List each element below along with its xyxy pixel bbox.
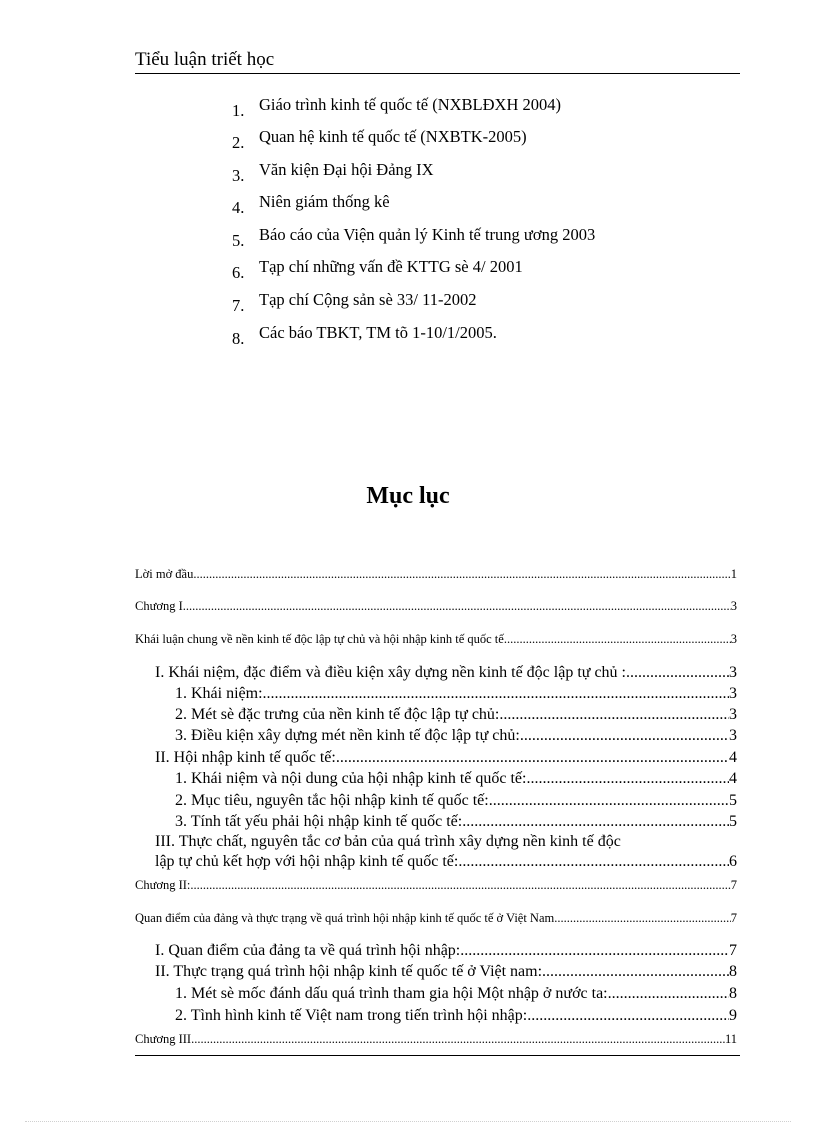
reference-text: Tạp chí Cộng sản sè 33/ 11-2002: [259, 290, 477, 309]
toc-entry[interactable]: [175, 684, 737, 703]
toc-entry-text: 1. Khái niệm:: [175, 685, 263, 702]
reference-text: Niên giám thống kê: [259, 192, 390, 211]
toc-dot-leader: [499, 705, 729, 724]
toc-entry[interactable]: [175, 984, 737, 1003]
toc-entry[interactable]: [135, 910, 737, 926]
toc-page-number: 4: [729, 770, 737, 787]
toc-entry-text: 3. Điều kiện xây dựng mét nền kinh tế độc lập tự chủ:: [175, 727, 520, 744]
toc-entry-text: 3. Tính tất yếu phải hội nhập kinh tế quốc tế:: [175, 813, 463, 830]
toc-dot-leader: [191, 1031, 725, 1047]
toc-dot-leader: [507, 631, 731, 647]
toc-entry[interactable]: [175, 726, 737, 745]
toc-entry[interactable]: [135, 631, 737, 647]
toc-entry-text: I. Quan điểm của đảng ta về quá trình hội nhập:: [155, 942, 461, 959]
toc-entry[interactable]: [155, 962, 737, 981]
toc-page-number: 5: [729, 792, 737, 809]
toc-page-number: 5: [729, 813, 737, 830]
reference-item: [232, 224, 732, 252]
toc-dot-leader: [542, 962, 729, 981]
reference-item: [232, 94, 732, 122]
toc-entry-text: Chương III: [135, 1032, 192, 1046]
toc-dot-leader: [626, 663, 729, 682]
toc-entry-text: Lời mở đầu: [135, 567, 194, 581]
reference-text: Quan hệ kinh tế quốc tế (NXBTK-2005): [259, 127, 527, 146]
toc-entry-text: Chương II:: [135, 878, 191, 892]
toc-dot-leader: [193, 566, 730, 582]
toc-dot-leader: [190, 877, 730, 893]
toc-entry[interactable]: [175, 1006, 737, 1025]
toc-page-number: 6: [729, 853, 737, 870]
toc-entry[interactable]: [135, 566, 737, 582]
toc-entry-text: Khái luận chung về nền kinh tế độc lập tự chủ và hội nhập kinh tế quốc tế.: [135, 632, 507, 646]
toc-entry[interactable]: [155, 832, 737, 872]
toc-dot-leader: [520, 726, 729, 745]
reference-item: [232, 126, 732, 154]
toc-entry[interactable]: [155, 663, 737, 682]
reference-number: 5.: [232, 231, 245, 250]
toc-entry-text: Chương I: [135, 599, 183, 613]
toc-entry[interactable]: [135, 598, 737, 614]
toc-page-number: 7: [730, 911, 737, 925]
reference-text: Văn kiện Đại hội Đảng IX: [259, 160, 434, 179]
header-divider: [135, 73, 740, 74]
toc-entry[interactable]: [175, 791, 737, 810]
toc-entry-text-line1: III. Thực chất, nguyên tắc cơ bản của quá trình xây dựng nền kinh tế độc: [155, 833, 621, 850]
toc-entry-text-line2: lập tự chủ kết hợp với hội nhập kinh tế quốc tế:: [155, 853, 459, 870]
toc-entry[interactable]: [155, 748, 737, 767]
toc-page-number: 4: [729, 749, 737, 766]
toc-page-number: 3: [729, 664, 737, 681]
reference-item: [232, 289, 732, 317]
toc-entry-text: 1. Mét sè mốc đánh dấu quá trình tham gia hội Một nhập ở nước ta:: [175, 985, 608, 1002]
toc-entry[interactable]: [175, 812, 737, 831]
toc-entry-text: 2. Tình hình kinh tế Việt nam trong tiến trình hội nhập:: [175, 1007, 528, 1024]
toc-entry-line2: [155, 852, 737, 872]
toc-page-number: 8: [729, 985, 737, 1002]
toc-page-number: 11: [724, 1032, 737, 1046]
toc-dot-leader: [462, 812, 729, 831]
toc-dot-leader: [460, 941, 729, 960]
reference-item: [232, 256, 732, 284]
reference-text: Báo cáo của Viện quản lý Kinh tế trung ương 2003: [259, 225, 596, 244]
toc-dot-leader: [183, 598, 731, 614]
reference-text: Giáo trình kinh tế quốc tế (NXBLĐXH 2004): [259, 95, 561, 114]
toc-entry-text: I. Khái niệm, đặc điểm và điều kiện xây dựng nền kinh tế độc lập tự chủ :: [155, 664, 626, 681]
toc-page-number: 3: [730, 632, 737, 646]
toc-entry[interactable]: [135, 1031, 737, 1047]
toc-dot-leader: [336, 748, 729, 767]
toc-entry-text: 2. Mục tiêu, nguyên tắc hội nhập kinh tế quốc tế:: [175, 792, 489, 809]
reference-number: 2.: [232, 133, 245, 152]
reference-number: 1.: [232, 101, 245, 120]
toc-dot-leader: [608, 984, 729, 1003]
toc-dot-leader: [263, 684, 729, 703]
toc-title: Mục lục: [366, 483, 450, 509]
toc-page-number: 3: [729, 685, 737, 702]
footer-divider: [135, 1055, 740, 1056]
toc-entry-text: II. Hội nhập kinh tế quốc tế:: [155, 749, 336, 766]
toc-page-number: 7: [730, 878, 737, 892]
toc-dot-leader: [554, 910, 731, 926]
reference-number: 4.: [232, 198, 245, 217]
toc-page-number: 9: [729, 1007, 737, 1024]
toc-entry-text: II. Thực trạng quá trình hội nhập kinh tế quốc tế ở Việt nam:: [155, 963, 543, 980]
toc-page-number: 8: [729, 963, 737, 980]
toc-page-number: 3: [729, 727, 737, 744]
toc-page-number: 1: [730, 567, 737, 581]
reference-number: 3.: [232, 166, 245, 185]
toc-dot-leader: [527, 1006, 729, 1025]
reference-text: Các báo TBKT, TM tõ 1-10/1/2005.: [259, 323, 497, 342]
toc-page-number: 7: [729, 942, 737, 959]
toc-dot-leader: [458, 852, 729, 872]
toc-page-number: 3: [730, 599, 737, 613]
page-header: Tiểu luận triết học: [135, 49, 275, 70]
page-edge-dotted-line: [25, 1121, 791, 1122]
toc-dot-leader: [526, 769, 729, 788]
toc-page-number: 3: [729, 706, 737, 723]
toc-entry-text: 2. Mét sè đặc trưng của nền kinh tế độc lập tự chủ:: [175, 706, 500, 723]
reference-item: [232, 322, 732, 350]
toc-entry-text: Quan điểm của đảng và thực trạng về quá trình hội nhập kinh tế quốc tế ở Việt Nam: [135, 911, 555, 925]
reference-item: [232, 159, 732, 187]
toc-entry[interactable]: [175, 705, 737, 724]
reference-number: 6.: [232, 263, 245, 282]
toc-entry[interactable]: [175, 769, 737, 788]
reference-number: 8.: [232, 329, 245, 348]
toc-entry[interactable]: [135, 877, 737, 893]
reference-text: Tạp chí những vấn đề KTTG sè 4/ 2001: [259, 257, 523, 276]
toc-dot-leader: [489, 791, 729, 810]
reference-item: [232, 191, 732, 219]
toc-entry[interactable]: [155, 941, 737, 960]
reference-number: 7.: [232, 296, 245, 315]
toc-entry-text: 1. Khái niệm và nội dung của hội nhập kinh tế quốc tế:: [175, 770, 527, 787]
